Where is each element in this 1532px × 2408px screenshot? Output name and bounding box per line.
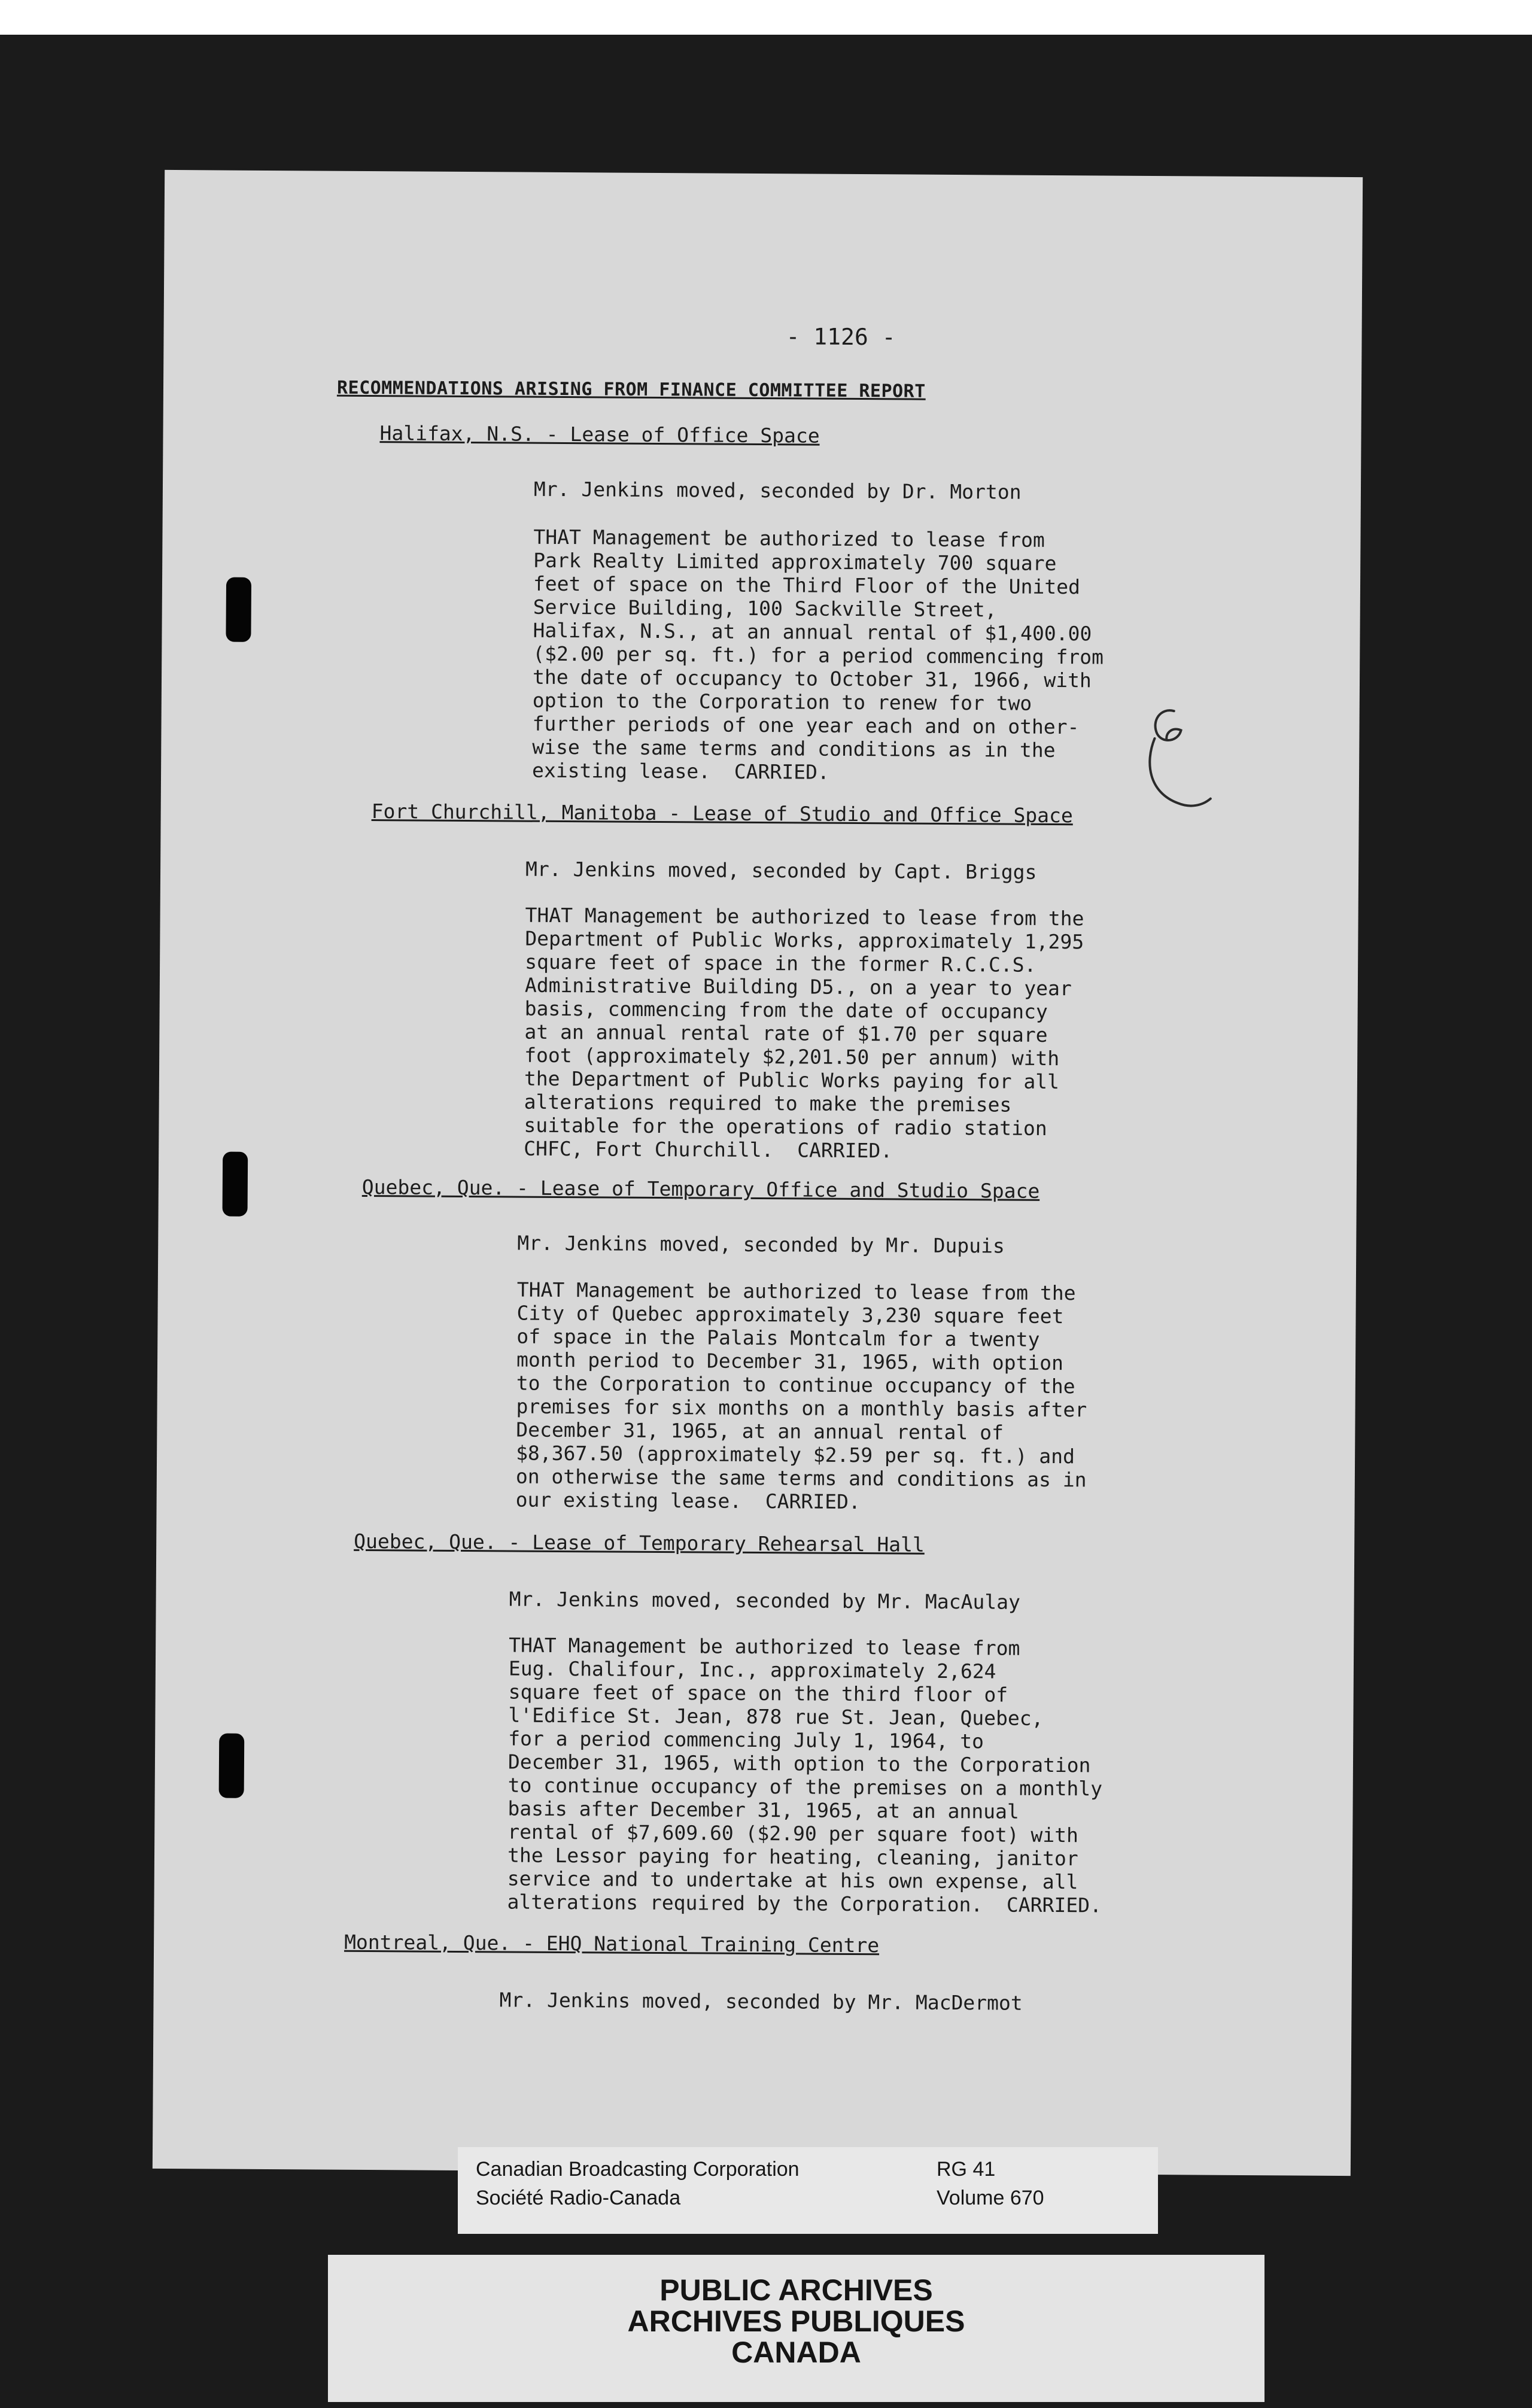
main-heading: RECOMMENDATIONS ARISING FROM FINANCE COMMITTEE REPORT (336, 377, 926, 402)
punch-hole (219, 1734, 245, 1798)
section-heading-fort-churchill: Fort Churchill, Manitoba - Lease of Studio and Office Space (371, 799, 1073, 828)
resolution-fort-churchill: THAT Management be authorized to lease from the Department of Public Works, approximately 1,295 square feet of space in the former R.C.C.S. Administrative Building D5., on a year to year basis, commencing from the date of occupancy at an annual rental rate of $1.70 per square foot (approximately $2,201.50 per annum) with the Department of Public Works paying for all alterations required to make the premises suitable for the operations of radio station CHFC, Fort Churchill. CARRIED. (524, 903, 1084, 1163)
section-heading-montreal: Montreal, Que. - EHQ National Training Centre (344, 1930, 880, 1957)
archive-label (458, 2147, 1158, 2234)
org-name-fr: Société Radio-Canada (476, 2187, 681, 2209)
archive-stamp (328, 2255, 1264, 2402)
handwritten-c-mark (1136, 703, 1215, 817)
org-name-en: Canadian Broadcasting Corporation (476, 2158, 800, 2181)
resolution-quebec-rehearsal: THAT Management be authorized to lease from Eug. Chalifour, Inc., approximately 2,624 square feet of space on the third floor of l'Edifice St. Jean, 878 rue St. Jean, Quebec, for a period commencing July 1, 1964, to December 31, 1965, with option to the Corporation to continue occupancy of the premises on a monthly basis after December 31, 1965, at an annual rental of $7,609.60 ($2.90 per square foot) with the Lessor paying for heating, cleaning, janitor service and to undertake at his own expense, all alterations required by the Corporation. CARRIED. (507, 1633, 1103, 1917)
microfilm-frame (0, 35, 1532, 2408)
punch-hole (223, 1152, 248, 1217)
motion-line-quebec-office: Mr. Jenkins moved, seconded by Mr. Dupuis (517, 1231, 1005, 1258)
punch-hole (226, 577, 251, 642)
motion-line-fort-churchill: Mr. Jenkins moved, seconded by Capt. Briggs (525, 857, 1037, 884)
section-heading-quebec-rehearsal: Quebec, Que. - Lease of Temporary Rehearsal Hall (354, 1529, 925, 1556)
resolution-halifax: THAT Management be authorized to lease from Park Realty Limited approximately 700 square feet of space on the Third Floor of the United Service Building, 100 Sackville Street, Halifax, N.S., at an annual rental of $1,400.00 ($2.00 per sq. ft.) for a period commencing from the date of occupancy to October 31, 1966, with option to the Corporation to renew for two further periods of one year each and on other- wise the same terms and conditions as in the existing lease. CARRIED. (531, 525, 1104, 784)
volume-number: Volume 670 (937, 2187, 1044, 2209)
resolution-quebec-office: THAT Management be authorized to lease from the City of Quebec approximately 3,230 square feet of space in the Palais Montcalm for a twenty month period to December 31, 1965, with option to the Corporation to continue occupancy of the premises for six months on a monthly basis after December 31, 1965, at an annual rental of $8,367.50 (approximately $2.59 per sq. ft.) and on otherwise the same terms and conditions as in our existing lease. CARRIED. (515, 1278, 1087, 1514)
stamp-line-2: ARCHIVES PUBLIQUES (627, 2304, 965, 2338)
stamp-line-3: CANADA (731, 2336, 861, 2369)
section-heading-halifax: Halifax, N.S. - Lease of Office Space (379, 421, 820, 448)
motion-line-montreal: Mr. Jenkins moved, seconded by Mr. MacDermot (499, 1988, 1023, 2015)
page-number: - 1126 - (786, 323, 896, 351)
record-group: RG 41 (937, 2158, 996, 2181)
section-heading-quebec-office: Quebec, Que. - Lease of Temporary Office and Studio Space (361, 1175, 1040, 1203)
motion-line-quebec-rehearsal: Mr. Jenkins moved, seconded by Mr. MacAulay (509, 1587, 1021, 1614)
motion-line-halifax: Mr. Jenkins moved, seconded by Dr. Morton (533, 477, 1022, 504)
document-page (153, 170, 1363, 2176)
stamp-line-1: PUBLIC ARCHIVES (659, 2273, 933, 2307)
